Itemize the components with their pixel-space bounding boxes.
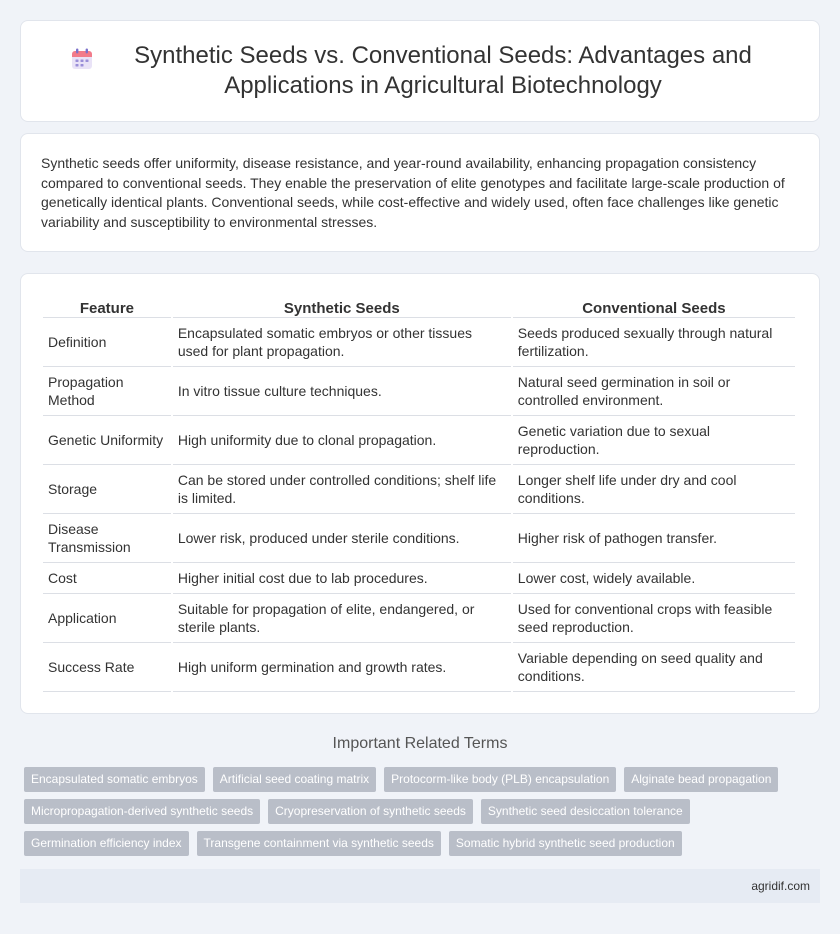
row-synthetic: High uniform germination and growth rates. [173, 643, 511, 692]
row-feature: Genetic Uniformity [43, 416, 171, 465]
row-conventional: Longer shelf life under dry and cool conditions. [513, 465, 795, 514]
related-term-tag[interactable]: Transgene containment via synthetic seeds [197, 831, 441, 856]
related-term-tag[interactable]: Micropropagation-derived synthetic seeds [24, 799, 260, 824]
related-terms-list [24, 767, 814, 863]
row-conventional: Used for conventional crops with feasible seed reproduction. [513, 594, 795, 643]
row-synthetic: Encapsulated somatic embryos or other tissues used for plant propagation. [173, 318, 511, 367]
row-conventional: Higher risk of pathogen transfer. [513, 514, 795, 563]
title-wrap [70, 41, 770, 101]
footer-site-link[interactable]: agridif.com [751, 879, 810, 893]
row-conventional: Genetic variation due to sexual reproduction. [513, 416, 795, 465]
intro-card [20, 133, 820, 252]
title-card [20, 20, 820, 122]
table-row [43, 643, 795, 692]
related-term-tag[interactable]: Encapsulated somatic embryos [24, 767, 205, 792]
table-row [43, 514, 795, 563]
table-row [43, 563, 795, 594]
header-conventional: Conventional Seeds [513, 296, 795, 318]
footer [20, 869, 820, 903]
related-term-tag[interactable]: Synthetic seed desiccation tolerance [481, 799, 690, 824]
header-feature: Feature [43, 296, 171, 318]
header-synthetic: Synthetic Seeds [173, 296, 511, 318]
comparison-card [20, 273, 820, 714]
row-conventional: Variable depending on seed quality and conditions. [513, 643, 795, 692]
row-feature: Success Rate [43, 643, 171, 692]
related-term-tag[interactable]: Artificial seed coating matrix [213, 767, 376, 792]
intro-paragraph: Synthetic seeds offer uniformity, disease resistance, and year-round availability, enhancing propagation consistency compared to conventional seeds. They enable the preservation of elite genotypes and facilitate large-scale production of genetically identical plants. Conventional seeds, while cost-effective and widely used, often face challenges like genetic variability and susceptibility to environmental stresses. [41, 155, 785, 230]
row-feature: Definition [43, 318, 171, 367]
row-conventional: Natural seed germination in soil or controlled environment. [513, 367, 795, 416]
related-terms-heading: Important Related Terms [332, 735, 508, 752]
table-header-row [43, 296, 795, 318]
table-row [43, 594, 795, 643]
related-term-tag[interactable]: Somatic hybrid synthetic seed production [449, 831, 682, 856]
row-feature: Disease Transmission [43, 514, 171, 563]
row-feature: Storage [43, 465, 171, 514]
table-row [43, 367, 795, 416]
row-feature: Cost [43, 563, 171, 594]
table-row [43, 318, 795, 367]
related-term-tag[interactable]: Cryopreservation of synthetic seeds [268, 799, 473, 824]
row-synthetic: Lower risk, produced under sterile conditions. [173, 514, 511, 563]
row-synthetic: Higher initial cost due to lab procedures. [173, 563, 511, 594]
table-row [43, 465, 795, 514]
row-conventional: Seeds produced sexually through natural fertilization. [513, 318, 795, 367]
table-row [43, 416, 795, 465]
row-feature: Application [43, 594, 171, 643]
related-term-tag[interactable]: Protocorm-like body (PLB) encapsulation [384, 767, 616, 792]
page-title: Synthetic Seeds vs. Conventional Seeds: Advantages and Applications in Agricultural Biotechnology [134, 42, 752, 99]
row-feature: Propagation Method [43, 367, 171, 416]
comparison-table [41, 296, 797, 692]
related-term-tag[interactable]: Germination efficiency index [24, 831, 189, 856]
row-conventional: Lower cost, widely available. [513, 563, 795, 594]
row-synthetic: Can be stored under controlled conditions; shelf life is limited. [173, 465, 511, 514]
row-synthetic: In vitro tissue culture techniques. [173, 367, 511, 416]
calendar-icon [70, 47, 94, 71]
related-term-tag[interactable]: Alginate bead propagation [624, 767, 778, 792]
row-synthetic: High uniformity due to clonal propagation. [173, 416, 511, 465]
row-synthetic: Suitable for propagation of elite, endangered, or sterile plants. [173, 594, 511, 643]
